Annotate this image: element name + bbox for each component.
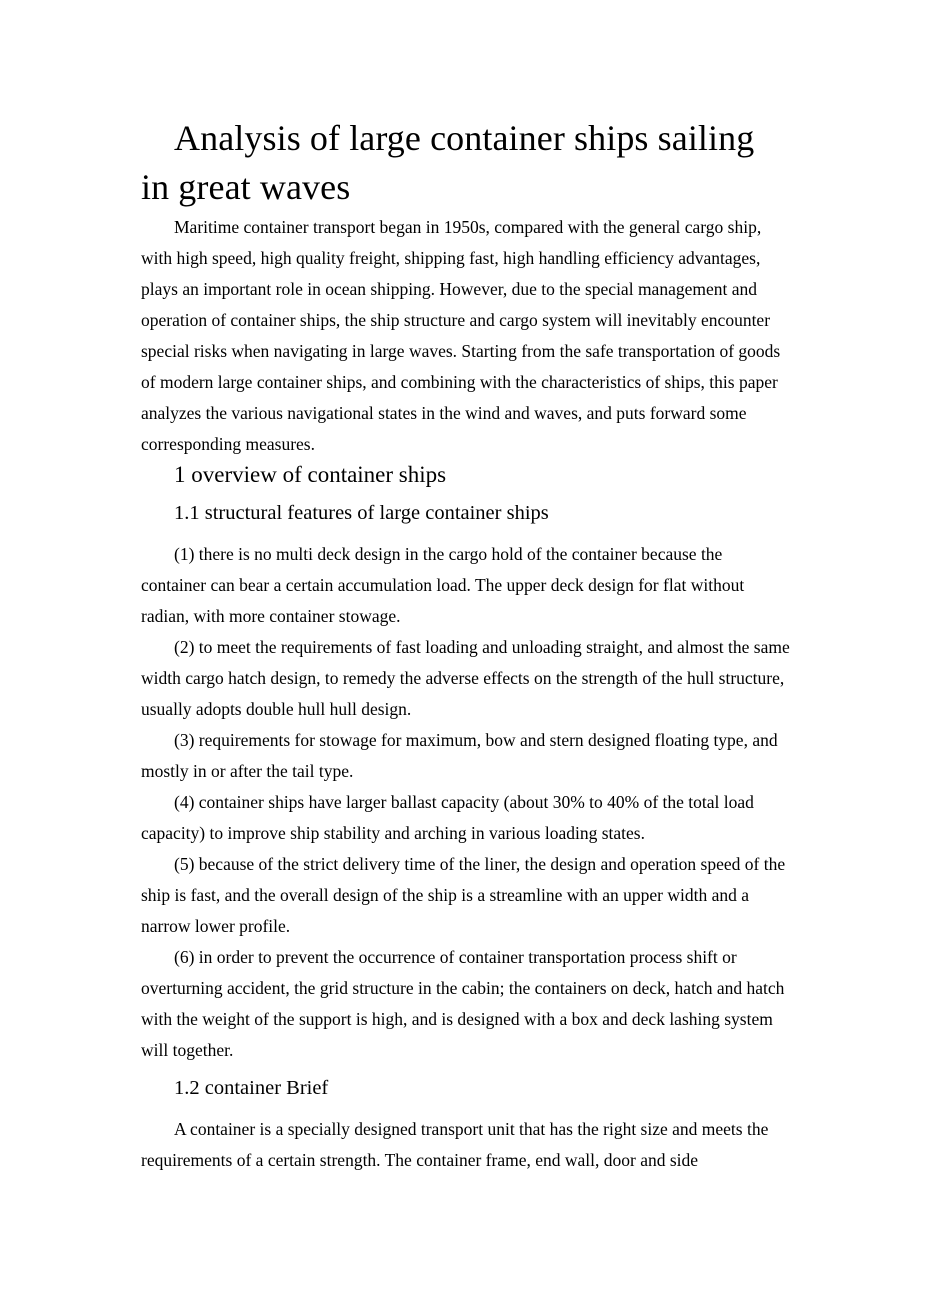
- section-1-2-heading: 1.2 container Brief: [174, 1077, 329, 1099]
- document-title: Analysis of large container ships sailing in great waves: [141, 118, 755, 207]
- feature-paragraph-5: (5) because of the strict delivery time of the liner, the design and operation speed of the ship is fast, and the overall design of the ship is a streamline with an upper width and a narrow lower profile.: [141, 854, 786, 936]
- feature-paragraph-3: (3) requirements for stowage for maximum, bow and stern designed floating type, and mostly in or after the tail type.: [141, 730, 778, 781]
- brief-paragraph: A container is a specially designed transport unit that has the right size and meets the requirements of a certain strength. The container frame, end wall, door and side: [141, 1119, 769, 1170]
- intro-paragraph: Maritime container transport began in 1950s, compared with the general cargo ship, with high speed, high quality freight, shipping fast, high handling efficiency advantages, plays an important role in ocean shipping. However, due to the special management and operation of container ships, the ship structure and cargo system will inevitably encounter special risks when navigating in large waves. Starting from the safe transportation of goods of modern large container ships, and combining with the characteristics of ships, this paper analyzes the various navigational states in the wind and waves, and puts forward some corresponding measures.: [141, 217, 781, 454]
- feature-paragraph-4: (4) container ships have larger ballast capacity (about 30% to 40% of the total load capacity) to improve ship stability and arching in various loading states.: [141, 792, 754, 843]
- section-1-1-heading: 1.1 structural features of large container ships: [174, 502, 549, 524]
- feature-paragraph-6: (6) in order to prevent the occurrence of container transportation process shift or overturning accident, the grid structure in the cabin; the containers on deck, hatch and hatch with the weight of the support is high, and is designed with a box and deck lashing system will together.: [141, 947, 785, 1060]
- section-1-heading: 1 overview of container ships: [174, 462, 447, 487]
- feature-paragraph-1: (1) there is no multi deck design in the cargo hold of the container because the container can bear a certain accumulation load. The upper deck design for flat without radian, with more container stowage.: [141, 544, 745, 626]
- document-page: [141, 114, 791, 1176]
- feature-paragraph-2: (2) to meet the requirements of fast loading and unloading straight, and almost the same width cargo hatch design, to remedy the adverse effects on the strength of the hull structure, usually adopts double hull hull design.: [141, 637, 790, 719]
